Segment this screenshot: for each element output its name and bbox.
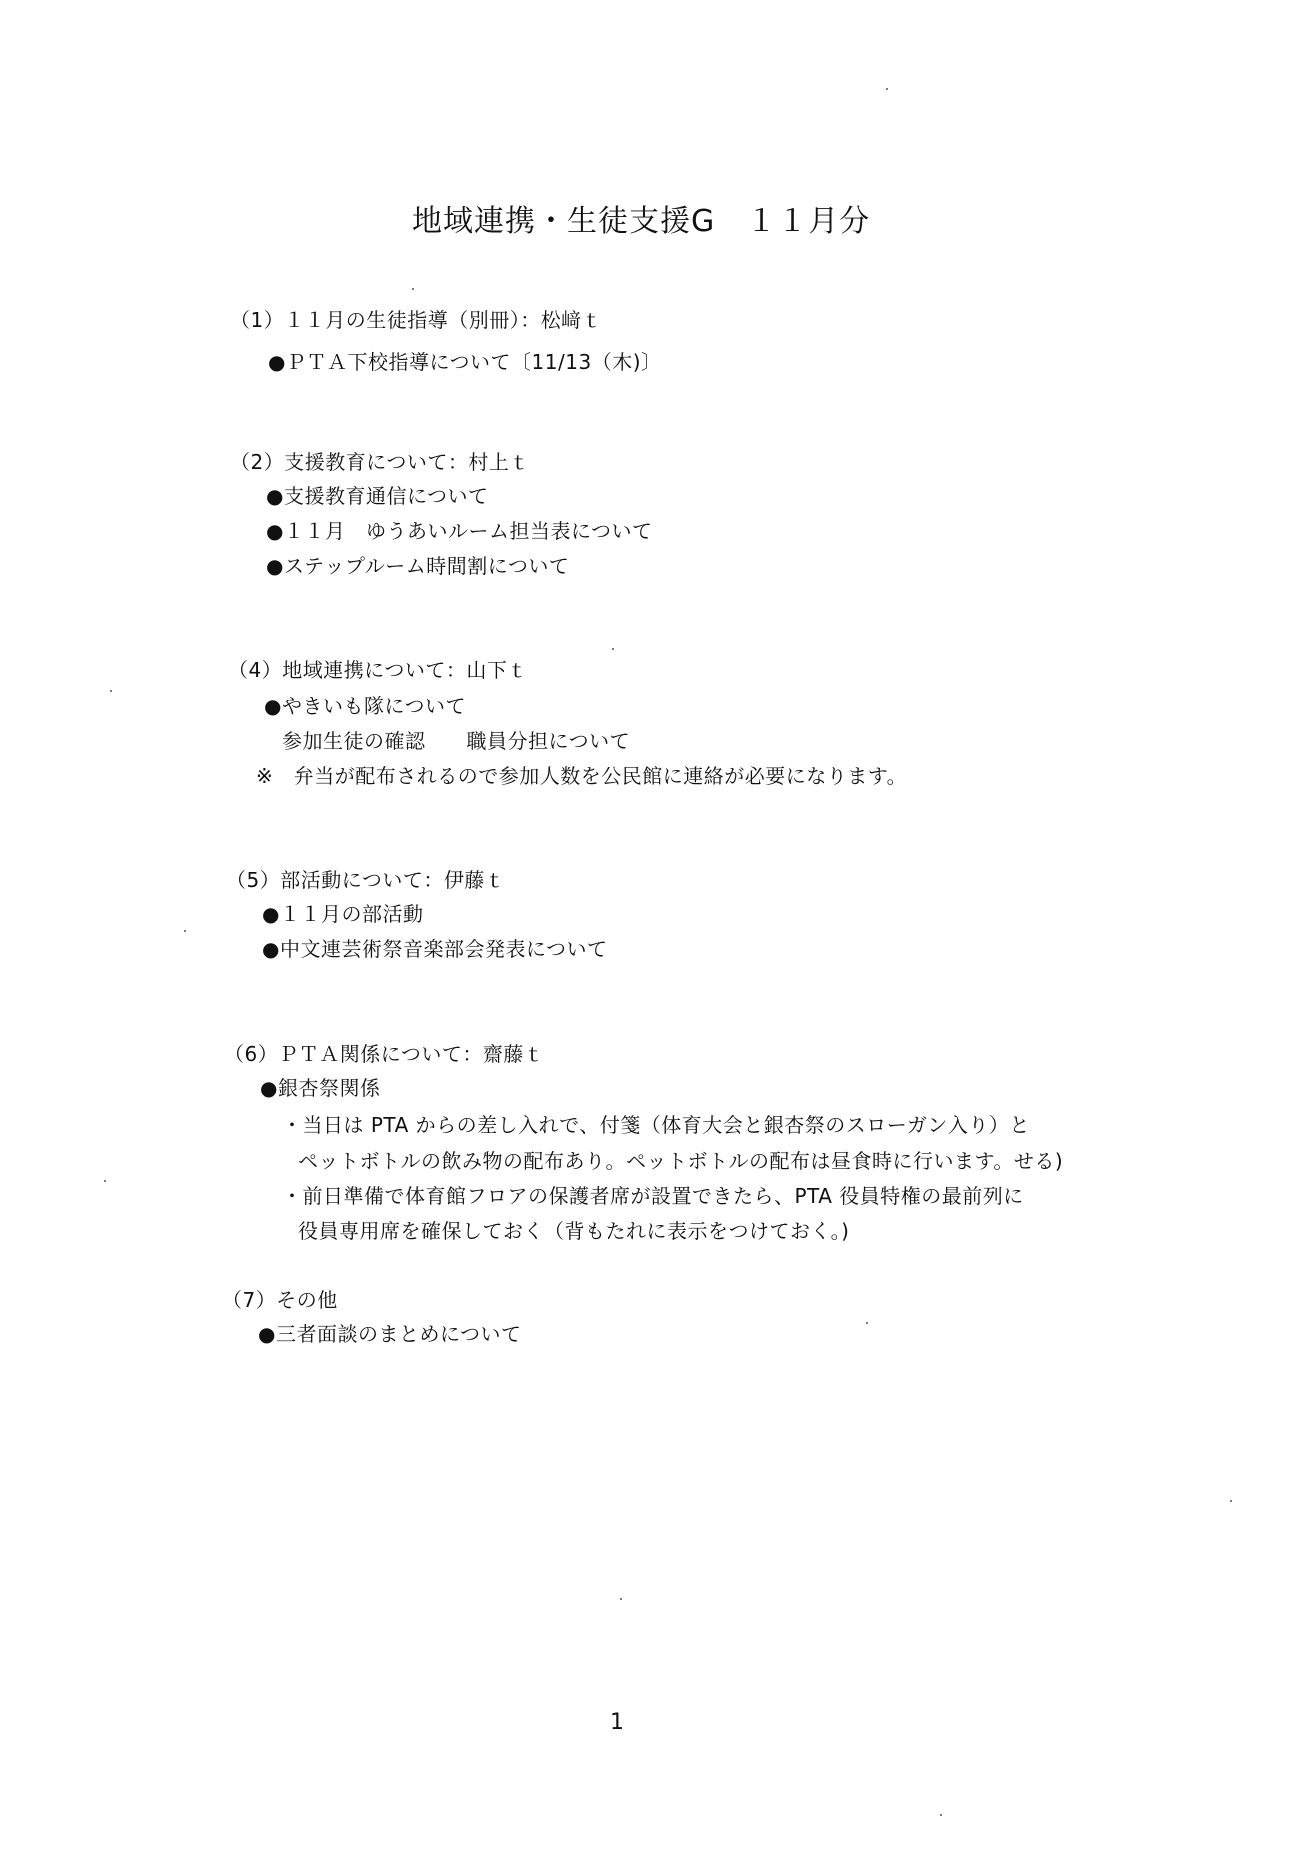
- section-heading-5: （5）部活動について：伊藤ｔ: [226, 868, 506, 892]
- section-6-detail-3: ・前日準備で体育館フロアの保護者席が設置できたら、PTA 役員特権の最前列に: [282, 1184, 1024, 1208]
- scan-speck: [412, 288, 414, 290]
- section-heading-4: （4）地域連携について：山下ｔ: [228, 658, 528, 682]
- scan-speck: [104, 1180, 106, 1182]
- section-heading-1: （1）１１月の生徒指導（別冊）：松﨑ｔ: [230, 308, 603, 332]
- scan-speck: [110, 690, 112, 692]
- section-6-detail-2: ペットボトルの飲み物の配布あり。ペットボトルの配布は昼食時に行います。せる): [298, 1149, 1064, 1173]
- scan-speck: [866, 1322, 868, 1324]
- section-2-item-2: ●１１月 ゆうあいルーム担当表について: [266, 519, 653, 543]
- scan-speck: [184, 930, 186, 932]
- scan-speck: [620, 1598, 622, 1600]
- page-title: 地域連携・生徒支援G １１月分: [412, 204, 871, 239]
- section-6-detail-1: ・当日は PTA からの差し入れで、付箋（体育大会と銀杏祭のスローガン入り）と: [282, 1113, 1030, 1137]
- section-4-item-2: 参加生徒の確認 職員分担について: [282, 729, 631, 753]
- scan-speck: [1230, 1500, 1232, 1502]
- section-heading-2: （2）支援教育について：村上ｔ: [230, 450, 530, 474]
- section-2-item-3: ●ステップルーム時間割について: [266, 554, 570, 578]
- section-6-detail-4: 役員専用席を確保しておく（背もたれに表示をつけておく。): [298, 1219, 850, 1243]
- scan-speck: [940, 1814, 942, 1816]
- section-6-item-1: ●銀杏祭関係: [260, 1076, 381, 1100]
- section-7-item-1: ●三者面談のまとめについて: [258, 1322, 522, 1346]
- scan-speck: [886, 88, 888, 90]
- section-1-item-1: ●ＰＴＡ下校指導について〔11/13（木)〕: [268, 350, 662, 374]
- section-5-item-1: ●１１月の部活動: [262, 902, 424, 926]
- section-heading-7: （7）その他: [222, 1288, 338, 1312]
- section-heading-6: （6）ＰＴＡ関係について：齋藤ｔ: [224, 1042, 545, 1066]
- section-4-item-1: ●やきいも隊について: [264, 694, 467, 718]
- section-2-item-1: ●支援教育通信について: [266, 484, 489, 508]
- section-5-item-2: ●中文連芸術祭音楽部会発表について: [262, 937, 608, 961]
- scan-speck: [612, 648, 614, 650]
- section-4-note: ※ 弁当が配布されるので参加人数を公民館に連絡が必要になります。: [256, 764, 908, 788]
- page-number: 1: [610, 1710, 624, 1735]
